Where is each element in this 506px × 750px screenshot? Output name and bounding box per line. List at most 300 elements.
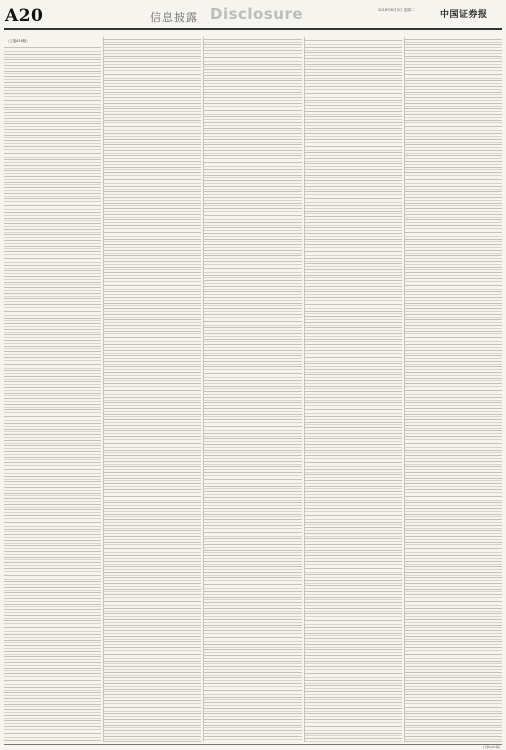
table-cell (384, 191, 393, 192)
table-cell (384, 620, 393, 621)
table-cell (173, 86, 184, 87)
table-cell (45, 387, 73, 388)
table-cell (184, 155, 193, 156)
table-cell (173, 255, 184, 256)
table-cell (193, 694, 202, 695)
table-cell (284, 408, 293, 409)
table-cell (84, 135, 93, 136)
table-cell (415, 661, 446, 662)
table-cell (193, 402, 202, 403)
table-cell (293, 366, 302, 367)
table-cell (405, 672, 416, 673)
table-cell (315, 198, 346, 199)
table-cell (446, 548, 474, 549)
table-cell (184, 366, 193, 367)
table-cell (246, 303, 274, 304)
table-cell (215, 577, 246, 578)
table-cell (73, 498, 84, 499)
table-cell (92, 609, 101, 610)
table-cell (84, 212, 93, 213)
table-cell (346, 180, 374, 181)
table-cell (246, 426, 274, 427)
table-cell (405, 419, 416, 420)
table-cell (84, 223, 93, 224)
table-cell (393, 486, 402, 487)
table-cell (273, 321, 284, 322)
table-cell (115, 707, 146, 708)
table-cell (393, 550, 402, 551)
table-cell (484, 472, 493, 473)
table-cell (474, 666, 485, 667)
table-cell (346, 186, 374, 187)
table-cell (115, 126, 146, 127)
table-cell (193, 700, 202, 701)
table-cell (215, 244, 246, 245)
table-cell (146, 383, 174, 384)
table-cell (284, 502, 293, 503)
table-cell (193, 278, 202, 279)
table-cell (84, 493, 93, 494)
table-cell (474, 455, 485, 456)
table-cell (273, 222, 284, 223)
table-cell (73, 445, 84, 446)
table-cell (284, 525, 293, 526)
table-cell (474, 736, 485, 737)
table-cell (84, 311, 93, 312)
table-cell (305, 227, 316, 228)
table-cell (393, 111, 402, 112)
table-cell (493, 308, 502, 309)
table-cell (104, 572, 115, 573)
table-cell (45, 673, 73, 674)
table-cell (393, 258, 402, 259)
table-cell (474, 630, 485, 631)
table-cell (45, 640, 73, 641)
table-cell (284, 239, 293, 240)
table-cell (484, 208, 493, 209)
table-cell (45, 54, 73, 55)
table-cell (474, 496, 485, 497)
table-cell (184, 203, 193, 204)
table-cell (246, 502, 274, 503)
table-cell (184, 167, 193, 168)
table-cell (215, 677, 246, 678)
table-cell (84, 123, 93, 124)
table-cell (484, 267, 493, 268)
table-cell (346, 374, 374, 375)
table-cell (173, 641, 184, 642)
table-cell (315, 469, 346, 470)
table-cell (193, 232, 202, 233)
table-cell (92, 304, 101, 305)
table-cell (146, 355, 174, 356)
table-cell (415, 186, 446, 187)
table-cell (284, 208, 293, 209)
table-cell (493, 139, 502, 140)
table-cell (84, 509, 93, 510)
table-cell (173, 67, 184, 68)
table-cell (446, 555, 474, 556)
table-cell (104, 383, 115, 384)
table-cell (273, 455, 284, 456)
table-cell (484, 677, 493, 678)
table-cell (184, 414, 193, 415)
table-cell (384, 719, 393, 720)
table-cell (173, 601, 184, 602)
table-cell (284, 69, 293, 70)
table-cell (346, 527, 374, 528)
table-cell (92, 429, 101, 430)
table-cell (315, 363, 346, 364)
table-cell (204, 386, 215, 387)
table-cell (204, 291, 215, 292)
table-cell (115, 61, 146, 62)
table-cell (493, 250, 502, 251)
table-cell (293, 572, 302, 573)
table-cell (415, 203, 446, 204)
table-cell (315, 139, 346, 140)
table-cell (484, 303, 493, 304)
table-cell (146, 278, 174, 279)
table-cell (474, 707, 485, 708)
table-cell (184, 150, 193, 151)
table-cell (173, 92, 184, 93)
table-cell (92, 651, 101, 652)
table-cell (446, 508, 474, 509)
table-cell (273, 690, 284, 691)
table-cell (246, 672, 274, 673)
table-cell (184, 44, 193, 45)
table-cell (484, 390, 493, 391)
table-cell (293, 619, 302, 620)
table-cell (293, 75, 302, 76)
table-cell (146, 92, 174, 93)
table-cell (173, 225, 184, 226)
table-cell (446, 361, 474, 362)
table-cell (305, 508, 316, 509)
table-cell (173, 272, 184, 273)
table-cell (4, 187, 15, 188)
table-cell (446, 61, 474, 62)
table-cell (346, 52, 374, 53)
table-cell (4, 59, 15, 60)
table-cell (45, 575, 73, 576)
table-cell (204, 80, 215, 81)
table-cell (284, 736, 293, 737)
table-cell (484, 625, 493, 626)
table-cell (273, 708, 284, 709)
table-cell (45, 656, 73, 657)
table-cell (493, 741, 502, 742)
table-cell (15, 323, 46, 324)
table-cell (315, 239, 346, 240)
table-cell (493, 636, 502, 637)
table-cell (415, 436, 446, 437)
table-cell (84, 687, 93, 688)
table-cell (184, 725, 193, 726)
table-cell (115, 325, 146, 326)
table-cell (173, 508, 184, 509)
table-cell (45, 615, 73, 616)
table-cell (84, 270, 93, 271)
table-row (405, 740, 502, 742)
table-cell (104, 67, 115, 68)
table-cell (374, 86, 385, 87)
table-cell (104, 308, 115, 309)
table-cell (474, 719, 485, 720)
table-cell (474, 39, 485, 40)
table-cell (104, 672, 115, 673)
table-cell (393, 561, 402, 562)
table-cell (146, 402, 174, 403)
table-cell (193, 647, 202, 648)
table-cell (493, 56, 502, 57)
table-cell (15, 409, 46, 410)
table-cell (493, 126, 502, 127)
table-cell (393, 719, 402, 720)
table-cell (204, 661, 215, 662)
table-cell (15, 140, 46, 141)
table-cell (305, 280, 316, 281)
table-cell (415, 239, 446, 240)
table-cell (393, 444, 402, 445)
table-cell (215, 116, 246, 117)
table-cell (45, 251, 73, 252)
table-cell (346, 291, 374, 292)
table-cell (273, 426, 284, 427)
table-cell (104, 197, 115, 198)
table-cell (4, 240, 15, 241)
table-cell (45, 87, 73, 88)
table-cell (15, 656, 46, 657)
table-cell (273, 472, 284, 473)
table-cell (393, 597, 402, 598)
table-cell (92, 176, 101, 177)
table-cell (215, 122, 246, 123)
table-cell (204, 697, 215, 698)
table-cell (374, 591, 385, 592)
table-cell (305, 363, 316, 364)
table-cell (405, 303, 416, 304)
table-cell (184, 730, 193, 731)
table-cell (315, 591, 346, 592)
table-cell (293, 303, 302, 304)
table-cell (474, 450, 485, 451)
table-cell (346, 198, 374, 199)
table-cell (493, 601, 502, 602)
table-cell (115, 208, 146, 209)
table-cell (45, 298, 73, 299)
table-cell (146, 672, 174, 673)
table-cell (446, 303, 474, 304)
table-cell (215, 591, 246, 592)
table-cell (45, 534, 73, 535)
table-cell (73, 740, 84, 741)
table-cell (146, 514, 174, 515)
table-cell (405, 548, 416, 549)
table-cell (405, 613, 416, 614)
table-cell (415, 126, 446, 127)
table-cell (84, 198, 93, 199)
table-cell (305, 638, 316, 639)
table-cell (204, 619, 215, 620)
table-cell (73, 393, 84, 394)
table-cell (315, 574, 346, 575)
table-cell (104, 561, 115, 562)
table-cell (215, 57, 246, 58)
table-cell (204, 155, 215, 156)
table-cell (493, 566, 502, 567)
table-cell (15, 515, 46, 516)
table-cell (184, 161, 193, 162)
table-cell (15, 487, 46, 488)
table-cell (184, 636, 193, 637)
table-cell (415, 707, 446, 708)
table-cell (104, 272, 115, 273)
table-cell (346, 75, 374, 76)
table-cell (193, 378, 202, 379)
table-cell (384, 486, 393, 487)
table-cell (474, 172, 485, 173)
table-cell (415, 144, 446, 145)
table-cell (346, 169, 374, 170)
table-cell (374, 133, 385, 134)
table-cell (374, 733, 385, 734)
table-cell (146, 303, 174, 304)
table-cell (246, 550, 274, 551)
table-cell (104, 741, 115, 742)
table-cell (284, 169, 293, 170)
table-cell (84, 487, 93, 488)
table-cell (4, 112, 15, 113)
table-cell (4, 82, 15, 83)
table-cell (184, 514, 193, 515)
table-cell (45, 440, 73, 441)
table-cell (193, 219, 202, 220)
table-cell (92, 118, 101, 119)
table-cell (446, 250, 474, 251)
table-cell (173, 496, 184, 497)
table-cell (384, 258, 393, 259)
table-cell (415, 350, 446, 351)
table-cell (415, 161, 446, 162)
table-cell (193, 56, 202, 57)
table-cell (315, 486, 346, 487)
table-cell (293, 655, 302, 656)
table-cell (346, 339, 374, 340)
table-cell (73, 640, 84, 641)
table-cell (474, 372, 485, 373)
table-cell (4, 323, 15, 324)
table-cell (204, 544, 215, 545)
table-cell (484, 383, 493, 384)
table-cell (446, 536, 474, 537)
table-cell (405, 108, 416, 109)
table-cell (115, 255, 146, 256)
table-cell (293, 180, 302, 181)
table-cell (204, 491, 215, 492)
table-cell (215, 597, 246, 598)
table-cell (393, 291, 402, 292)
table-cell (115, 314, 146, 315)
table-cell (415, 361, 446, 362)
table-cell (246, 514, 274, 515)
table-cell (45, 551, 73, 552)
table-cell (415, 548, 446, 549)
table-cell (374, 544, 385, 545)
table-cell (393, 275, 402, 276)
table-cell (15, 334, 46, 335)
table-cell (474, 74, 485, 75)
table-cell (446, 672, 474, 673)
table-cell (246, 321, 274, 322)
table-cell (346, 380, 374, 381)
table-cell (15, 668, 46, 669)
table-cell (405, 414, 416, 415)
table-cell (346, 661, 374, 662)
table-cell (246, 625, 274, 626)
table-cell (374, 211, 385, 212)
table-cell (45, 709, 73, 710)
table-cell (146, 331, 174, 332)
table-cell (284, 444, 293, 445)
table-cell (73, 733, 84, 734)
table-cell (146, 120, 174, 121)
table-cell (246, 630, 274, 631)
table-cell (484, 566, 493, 567)
table-cell (284, 327, 293, 328)
table-cell (374, 116, 385, 117)
table-cell (293, 169, 302, 170)
table-cell (215, 630, 246, 631)
table-cell (193, 74, 202, 75)
table-cell (115, 666, 146, 667)
table-cell (484, 730, 493, 731)
table-cell (45, 704, 73, 705)
table-cell (92, 59, 101, 60)
table-cell (284, 250, 293, 251)
table-cell (92, 476, 101, 477)
table-cell (204, 608, 215, 609)
table-cell (393, 339, 402, 340)
table-cell (115, 203, 146, 204)
table-cell (315, 409, 346, 410)
table-cell (84, 351, 93, 352)
table-cell (184, 496, 193, 497)
table-cell (305, 344, 316, 345)
table-cell (173, 654, 184, 655)
table-cell (384, 152, 393, 153)
table-cell (273, 203, 284, 204)
table-cell (284, 572, 293, 573)
table-cell (115, 630, 146, 631)
table-cell (184, 661, 193, 662)
table-cell (193, 461, 202, 462)
table-cell (146, 139, 174, 140)
table-cell (73, 218, 84, 219)
table-cell (73, 404, 84, 405)
table-cell (374, 450, 385, 451)
table-cell (146, 700, 174, 701)
table-cell (393, 726, 402, 727)
table-cell (293, 479, 302, 480)
table-cell (293, 725, 302, 726)
table-cell (104, 203, 115, 204)
table-cell (15, 581, 46, 582)
table-cell (346, 64, 374, 65)
table-cell (84, 620, 93, 621)
table-cell (493, 203, 502, 204)
